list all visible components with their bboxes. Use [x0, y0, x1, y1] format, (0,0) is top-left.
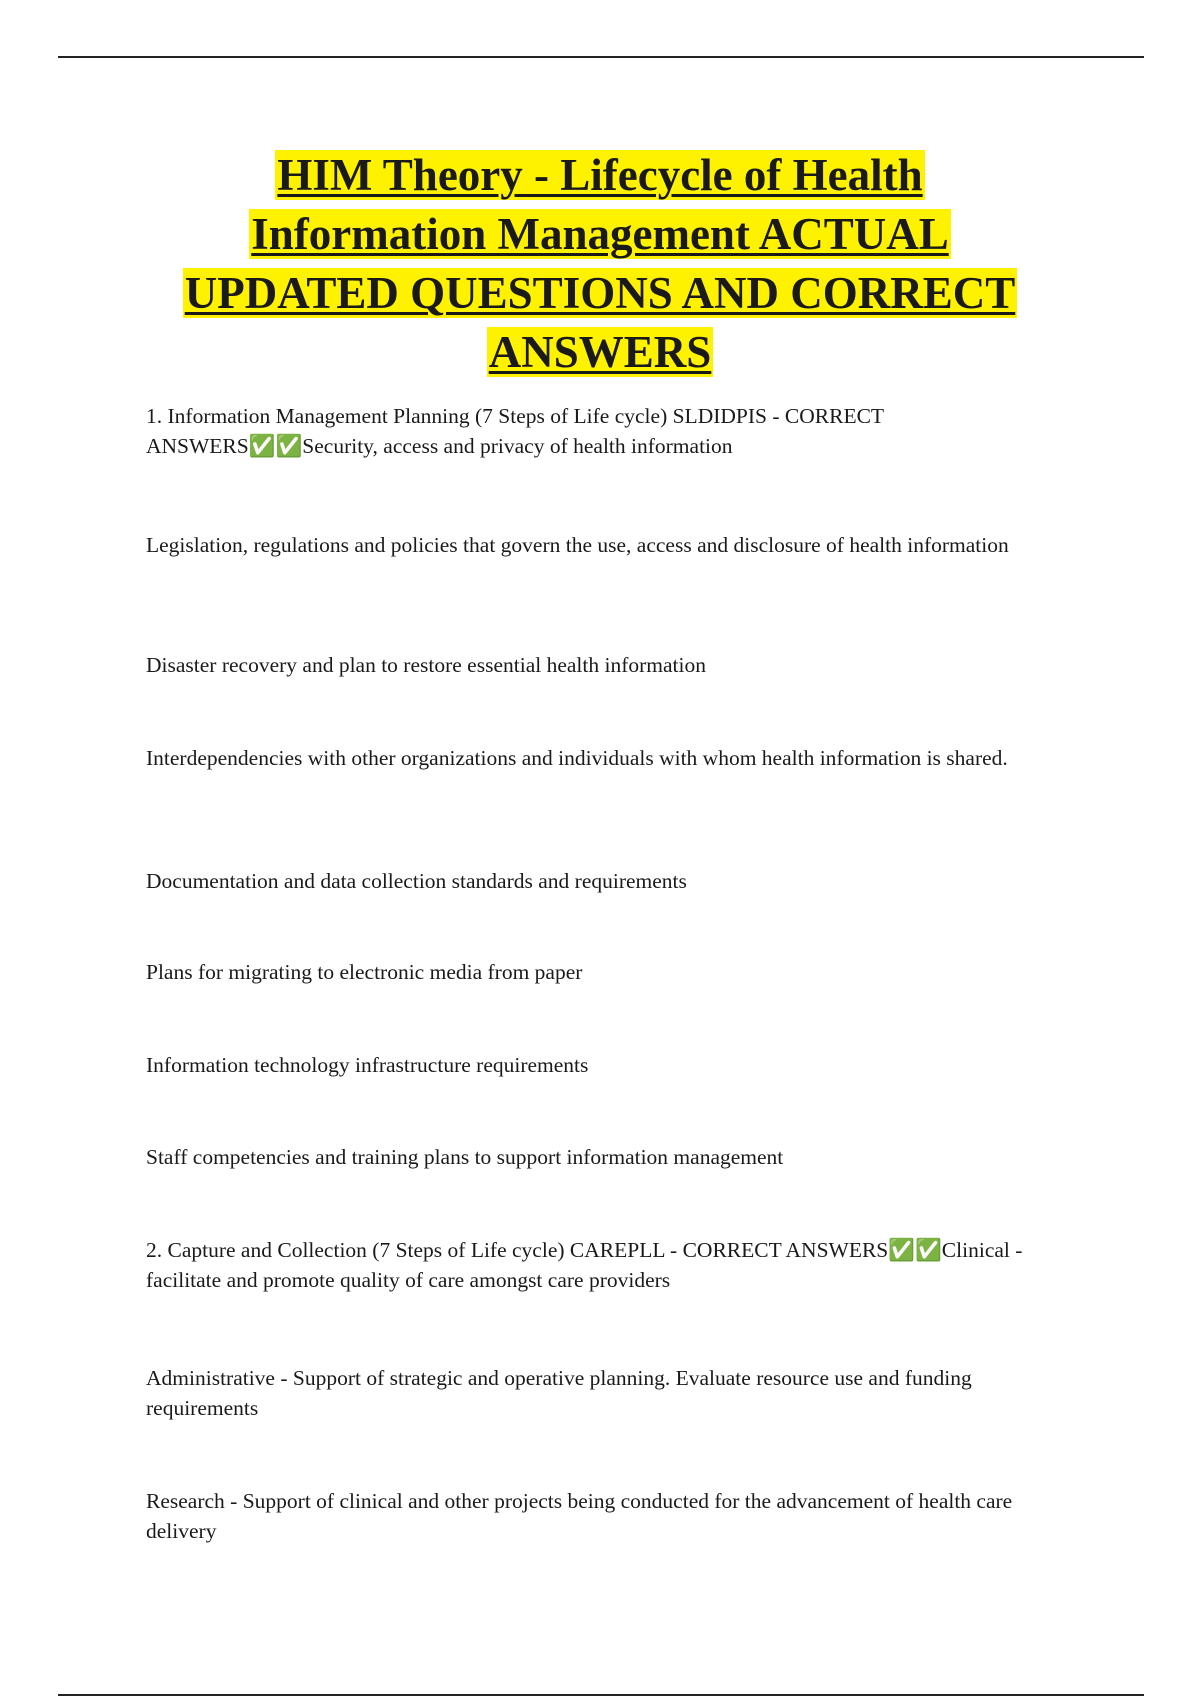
title-line: Information Management ACTUAL: [251, 209, 949, 259]
document-title: [120, 146, 1080, 382]
title-line: HIM Theory - Lifecycle of Health: [277, 150, 923, 200]
answer-paragraph: Plans for migrating to electronic media from paper: [146, 960, 583, 984]
answer-paragraph: Information technology infrastructure requirements: [146, 1053, 589, 1077]
question-2-text: 2. Capture and Collection (7 Steps of Life cycle) CAREPLL - CORRECT ANSWERS✅✅Clinical - facilitate and promote quality of care amongst care providers: [146, 1238, 1023, 1292]
answer-paragraph: Disaster recovery and plan to restore essential health information: [146, 653, 706, 677]
footer-rule: [58, 1694, 1144, 1696]
title-line: UPDATED QUESTIONS AND CORRECT: [184, 268, 1016, 318]
question-1-text: 1. Information Management Planning (7 Steps of Life cycle) SLDIDPIS - CORRECT ANSWERS✅✅Security, access and privacy of health information: [146, 404, 884, 458]
answer-paragraph: Interdependencies with other organizations and individuals with whom health information is shared.: [146, 746, 1008, 770]
header-rule: [58, 56, 1144, 58]
answer-paragraph: Administrative - Support of strategic and operative planning. Evaluate resource use and funding requirements: [146, 1366, 972, 1420]
answer-paragraph: Staff competencies and training plans to support information management: [146, 1145, 784, 1169]
title-line: ANSWERS: [488, 327, 712, 377]
answer-paragraph: Research - Support of clinical and other projects being conducted for the advancement of health care delivery: [146, 1489, 1013, 1543]
answer-paragraph: Legislation, regulations and policies that govern the use, access and disclosure of health information: [146, 533, 1009, 557]
answer-paragraph: Documentation and data collection standards and requirements: [146, 869, 687, 893]
